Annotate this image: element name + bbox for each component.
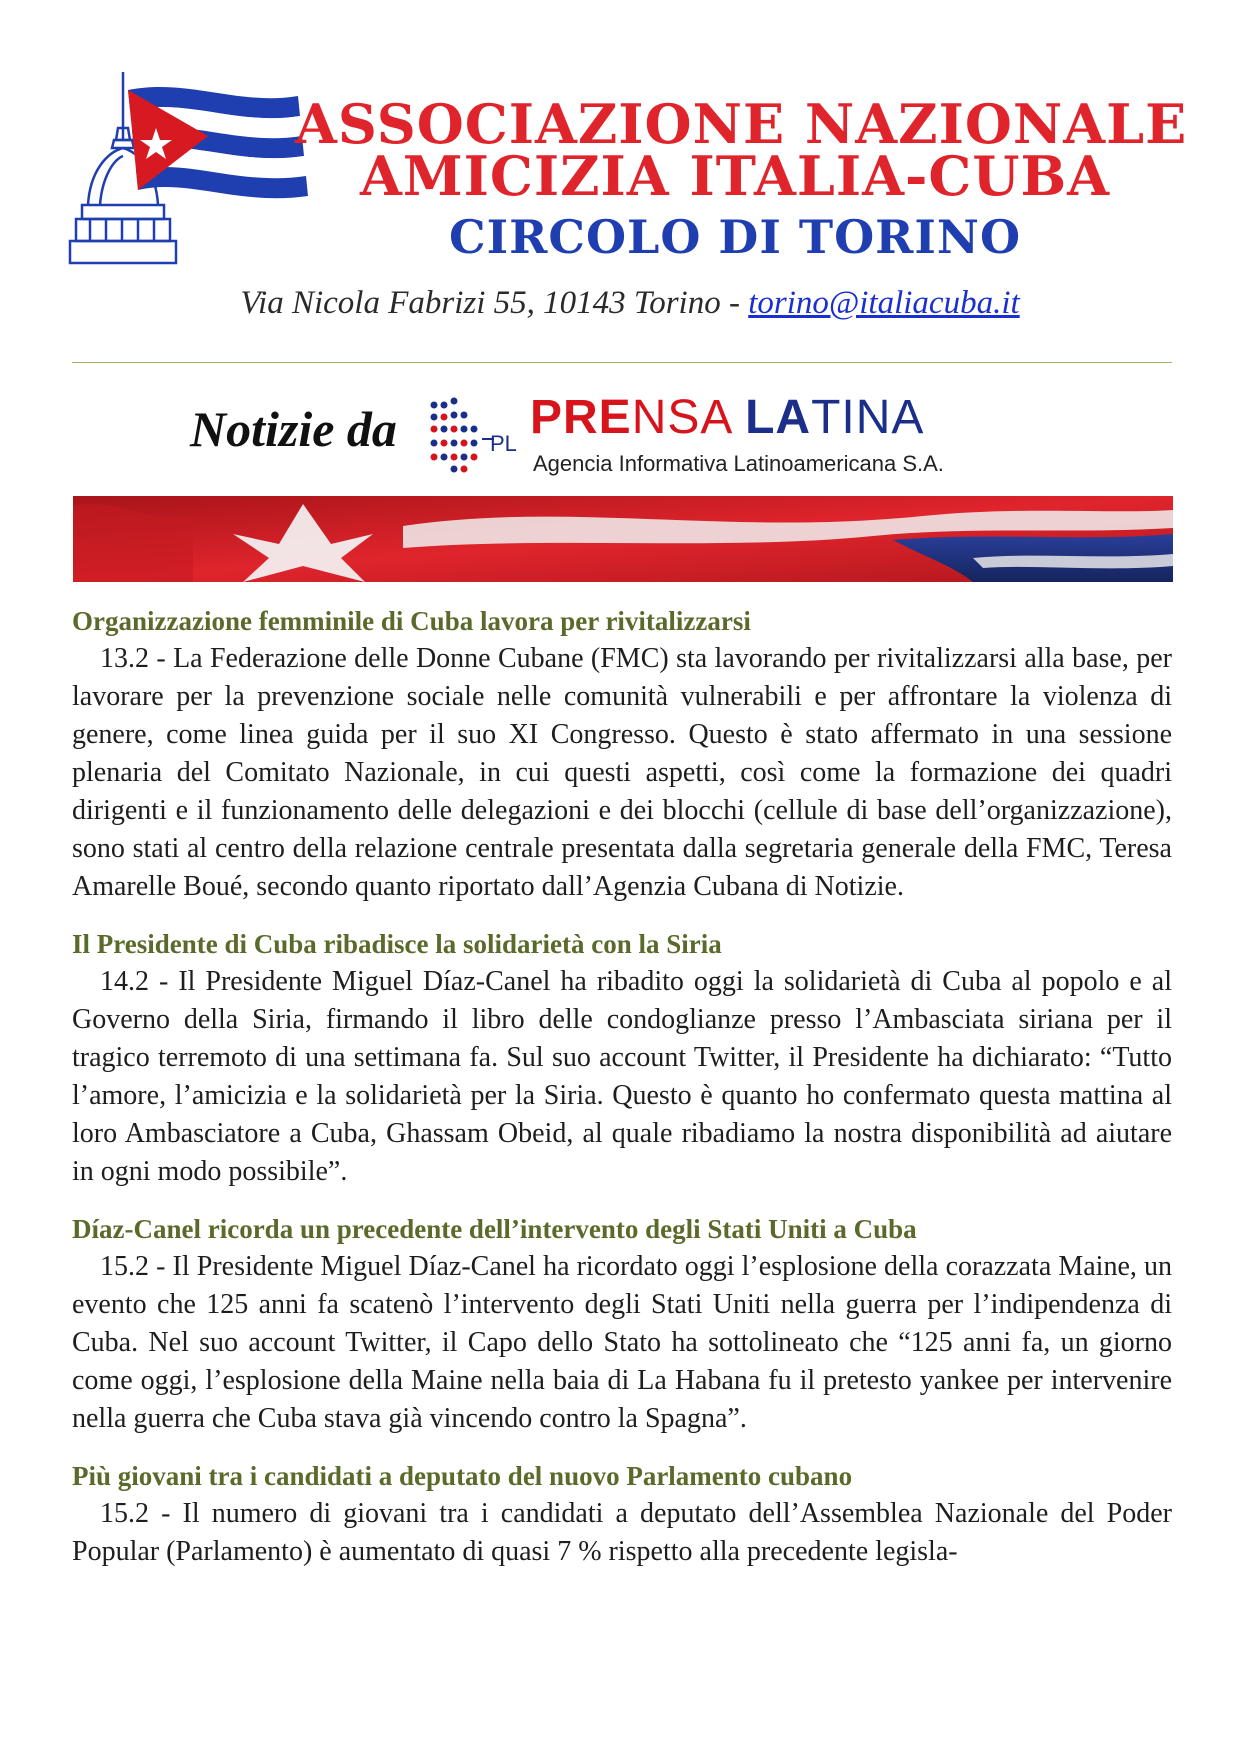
article [72,1458,1172,1571]
article-body: 14.2 - Il Presidente Miguel Díaz-Canel ha ribadito oggi la solidarietà di Cuba al popolo e al Governo della Siria, firmando il libro delle condoglianze presso l’Ambasciata siriana per il tragico terremoto di una settimana fa. Sul suo account Twitter, il Presidente ha dichiarato: “Tutto l’amore, l’amicizia e la solidarietà per la Siria. Questo è quanto ho confermato questa mattina al loro Ambasciatore a Cuba, Ghassam Obeid, al quale ribadiamo la nostra disponibilità ad aiutare in ogni modo possibile”. [72,966,1172,1187]
article-body: 13.2 - La Federazione delle Donne Cubane (FMC) sta lavorando per rivitalizzarsi alla base, per lavorare per la prevenzione sociale nelle comunità vulnerabili e per affrontare la violenza di genere, come linea guida per il suo XI Congresso. Questo è stato affermato in una sessione plenaria del Comitato Nazionale, in cui questi aspetti, così come la formazione dei quadri dirigenti e il funzionamento delle delegazioni e dei blocchi (cellule di base dell’organizzazione), sono stati al centro della relazione centrale presentata dalla segretaria generale della FMC, Teresa Amarelle Boué, secondo quanto riportato dall’Agenzia Cubana di Notizie. [72,643,1172,902]
organization-name-line1: ASSOCIAZIONE NAZIONALE [295,92,1188,156]
article-title: Il Presidente di Cuba ribadisce la solidarietà con la Siria [72,929,722,959]
article-body: 15.2 - Il numero di giovani tra i candidati a deputato dell’Assemblea Nazionale del Poder Popular (Parlamento) è aumentato di quasi 7 % rispetto alla precedente legisla- [72,1498,1172,1567]
article-title: Più giovani tra i candidati a deputato del nuovo Parlamento cubano [72,1461,853,1491]
agency-name-nsa: NSA [631,391,746,444]
address-separator: - [720,285,749,321]
article [72,926,1172,1191]
article [72,603,1172,906]
branch-name: CIRCOLO DI TORINO [448,210,1022,264]
agency-subtitle: Agencia Informativa Latinoamericana S.A. [533,451,944,476]
email-link[interactable]: torino@italiacuba.it [748,285,1020,321]
flag-banner-image [73,496,1173,582]
article-body: 15.2 - Il Presidente Miguel Díaz-Canel ha ricordato oggi l’esplosione della corazzata Maine, un evento che 125 anni fa scatenò l’intervento degli Stati Uniti nella guerra per l’indipendenza di Cuba. Nel suo account Twitter, il Capo dello Stato ha sottolineato che “125 anni fa, un giorno come oggi, l’esplosione della Maine nella baia di La Habana fu il pretesto yankee per intervenire nella guerra che Cuba stava già vincendo contro la Spagna”. [72,1251,1172,1434]
header-divider [72,362,1172,363]
source-label: Notizie da [190,401,397,457]
article-title: Díaz-Canel ricorda un precedente dell’intervento degli Stati Uniti a Cuba [72,1214,917,1244]
cuban-flag-icon [128,87,308,198]
agency-name-tina: TINA [811,391,925,444]
organization-name-line2: AMICIZIA ITALIA-CUBA [359,144,1111,208]
agency-name-pre: PRE [530,391,632,444]
prensa-latina-logo-icon [428,395,523,475]
agency-name-la: LA [745,391,812,444]
agency-name [530,392,924,444]
postal-address: Via Nicola Fabrizi 55, 10143 Torino [240,285,721,321]
article [72,1211,1172,1438]
news-articles [72,603,1172,1591]
pl-logo-letters: PL [490,431,517,456]
contact-line [180,283,1080,323]
article-title: Organizzazione femminile di Cuba lavora per rivitalizzarsi [72,606,751,636]
